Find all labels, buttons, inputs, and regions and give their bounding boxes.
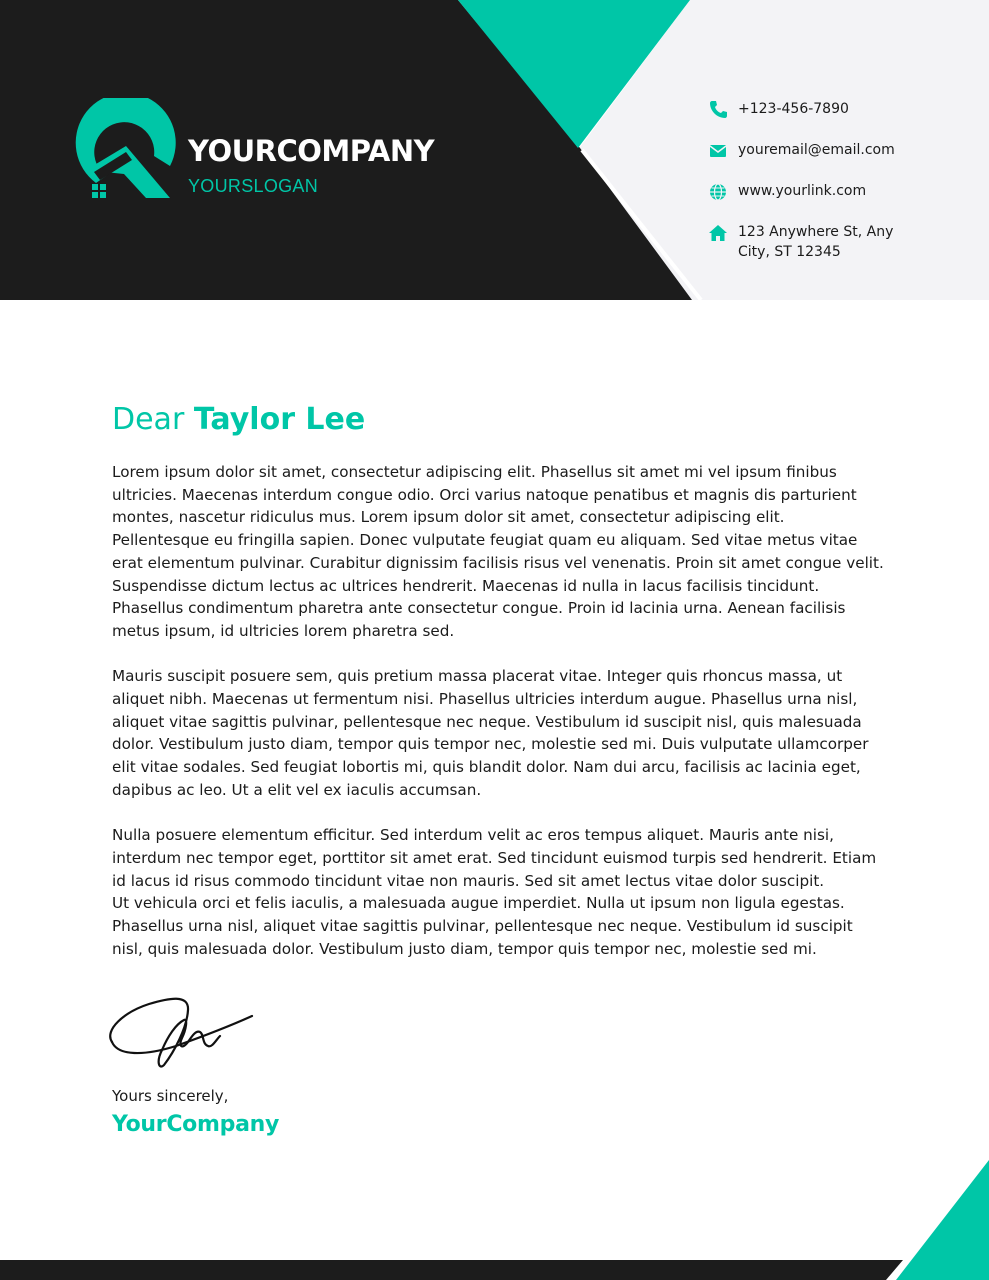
body-line: dolor. Vestibulum justo diam, tempor quis tempor nec, molestie sed mi. Duis vulputate ullamcorper	[112, 735, 869, 754]
contact-phone[interactable]	[708, 99, 849, 119]
email-text: youremail@email.com	[738, 142, 895, 158]
letter-greeting	[112, 402, 365, 437]
handwritten-signature	[104, 990, 256, 1068]
phone-text: +123-456-7890	[738, 101, 849, 117]
footer-accent-triangle	[896, 1160, 989, 1280]
contact-email[interactable]	[708, 140, 895, 160]
contact-website[interactable]	[708, 181, 866, 201]
salutation: Dear	[112, 402, 185, 437]
address-line-2: City, ST 12345	[738, 244, 841, 260]
body-line: Mauris suscipit posuere sem, quis pretium massa placerat vitae. Integer quis rhoncus massa, ut	[112, 667, 843, 686]
body-line: elit vitae sodales. Sed feugiat lobortis mi, quis blandit dolor. Nam dui arcu, facilisis ac lacinia eget,	[112, 758, 861, 777]
house-key-logo-icon	[66, 98, 176, 202]
address-text	[738, 222, 893, 262]
body-line: Phasellus urna nisl, aliquet vitae sagittis pulvinar, pellentesque nec neque. Vestibulum id suscipit	[112, 917, 853, 936]
signature-company: YourCompany	[112, 1112, 280, 1137]
paragraph-2	[112, 665, 892, 801]
globe-icon	[708, 181, 728, 201]
body-line: Suspendisse dictum lectus ac ultrices hendrerit. Maecenas id nulla in lacus facilisis tincidunt.	[112, 576, 820, 595]
body-line: Phasellus condimentum pharetra ante consectetur congue. Proin id lacinia urna. Aenean facilisis	[112, 599, 846, 618]
contact-address[interactable]	[708, 222, 893, 262]
body-line: nisl, quis malesuada dolor. Vestibulum justo diam, tempor quis tempor nec, molestie sed mi.	[112, 939, 817, 958]
recipient-name: Taylor Lee	[193, 402, 366, 437]
body-line: metus ipsum, id ultricies lorem pharetra sed.	[112, 621, 455, 640]
body-line: aliquet vitae sagittis pulvinar, pellentesque nec neque. Vestibulum id suscipit nisl, quis malesuada	[112, 712, 862, 731]
footer-dark-bar	[0, 1260, 903, 1280]
body-line: erat elementum pulvinar. Curabitur dignissim facilisis risus vel venenatis. Proin sit amet congue velit.	[112, 553, 884, 572]
address-line-1: 123 Anywhere St, Any	[738, 224, 894, 240]
body-line: Lorem ipsum dolor sit amet, consectetur adipiscing elit. Phasellus sit amet mi vel ipsum finibus	[112, 463, 837, 481]
body-line: dapibus ac leo. Ut a elit vel ex iaculis accumsan.	[112, 780, 482, 799]
paragraph-1	[112, 461, 892, 643]
company-slogan: YOURSLOGAN	[188, 176, 319, 196]
body-line: Ut vehicula orci et felis iaculis, a malesuada augue imperdiet. Nulla ut ipsum non ligula egestas.	[112, 894, 845, 913]
body-line: Nulla posuere elementum efficitur. Sed interdum velit ac eros tempus aliquet. Mauris ante nisi,	[112, 826, 834, 845]
mail-icon	[708, 140, 728, 160]
body-line: Pellentesque eu fringilla sapien. Donec vulputate feugiat quam eu aliquam. Sed vitae metus vitae	[112, 531, 858, 550]
phone-icon	[708, 99, 728, 119]
letter-body	[112, 461, 892, 983]
paragraph-3	[112, 824, 892, 960]
body-line: ultricies. Maecenas interdum congue odio. Orci varius natoque penatibus et magnis dis parturient	[112, 485, 857, 504]
body-line: aliquet nibh. Maecenas ut fermentum nisi. Phasellus ultricies interdum augue. Phasellus urna nisl,	[112, 690, 858, 709]
body-line: interdum nec tempor eget, porttitor sit amet erat. Sed tincidunt euismod turpis sed hendrerit. Etiam	[112, 848, 877, 867]
website-text: www.yourlink.com	[738, 183, 867, 199]
company-name: YOURCOMPANY	[188, 134, 435, 168]
body-line: id lacus id risus commodo tincidunt vitae non mauris. Sed sit amet lectus vitae dolor suscipit.	[112, 871, 825, 890]
home-icon	[708, 222, 728, 242]
body-line: montes, nascetur ridiculus mus. Lorem ipsum dolor sit amet, consectetur adipiscing elit.	[112, 508, 785, 527]
closing-line: Yours sincerely,	[112, 1087, 229, 1105]
